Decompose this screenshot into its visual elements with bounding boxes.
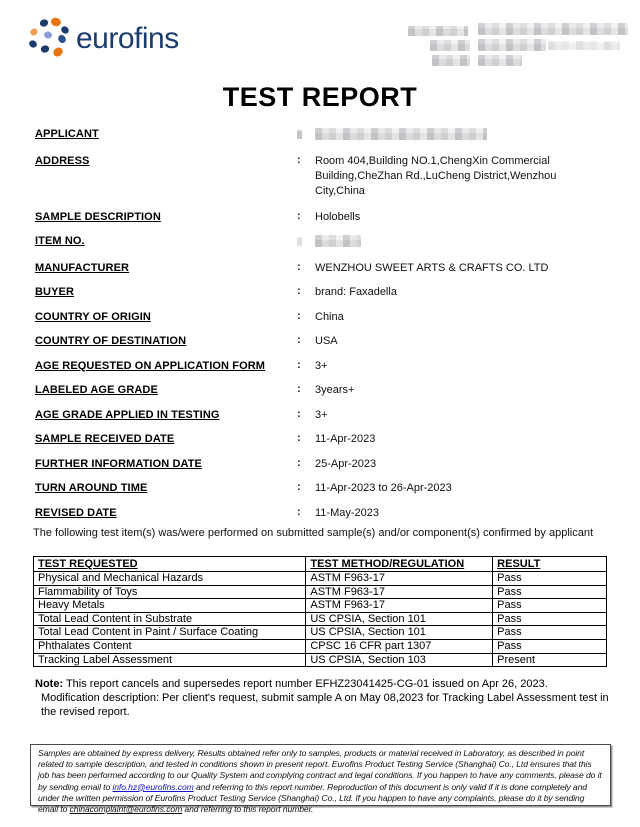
redacted-block: [315, 235, 361, 247]
note-line2: Modification description: Per client's request, submit sample A on May 08,2023 for Tracking Label Assessment test in the revised report.: [41, 692, 609, 718]
field-row-address: [35, 154, 610, 199]
field-value: 11-Apr-2023: [315, 433, 376, 445]
intro-line: The following test item(s) was/were performed on submitted sample(s) and/or component(s) confirmed by applicant: [33, 527, 594, 539]
disclaimer-text: Samples are obtained by express delivery, Results obtained refer only to samples, products or material received in Laboratory, as described in point related to sample description, and tested in conditions shown in present report. Eurofins Product Testing Service (Shanghai) Co., Ltd ensures that this job has been performed according to our Quality System and complying contract and legal conditions. If you happen to have any comments, please do it by sending email to: [38, 748, 602, 792]
disclaimer-text: and referring to this report number.: [182, 804, 314, 815]
eurofins-logo-icon: [28, 16, 70, 62]
redacted-block: [432, 55, 470, 66]
field-label: ADDRESS: [35, 154, 90, 167]
redacted-colon: [297, 130, 302, 139]
field-row-country-of-destination: [35, 334, 610, 349]
field-colon: :: [297, 285, 301, 297]
table-row: [34, 653, 607, 667]
field-row-item-no: [35, 234, 610, 251]
column-header-result: RESULT: [493, 557, 607, 572]
results-table: [33, 556, 607, 667]
table-header-row: [34, 557, 607, 572]
field-row-applicant: [35, 127, 610, 144]
cell-result: Pass: [493, 599, 607, 613]
field-value: USA: [315, 335, 338, 347]
logo-wordmark: eurofins: [76, 22, 179, 55]
cell-test-method: US CPSIA, Section 101: [306, 612, 493, 626]
table-row: [34, 599, 607, 613]
redacted-block: [478, 23, 628, 35]
cell-result: Pass: [493, 612, 607, 626]
field-label: BUYER: [35, 286, 75, 298]
cell-test-method: US CPSIA, Section 103: [306, 653, 493, 667]
field-label: COUNTRY OF ORIGIN: [35, 310, 151, 323]
logo-dots-icon: [28, 16, 70, 62]
cell-result: Pass: [493, 626, 607, 640]
field-value: China: [315, 310, 344, 323]
field-value: 11-May-2023: [315, 506, 379, 519]
field-row-sample-description: [35, 210, 610, 225]
cell-test-requested: Heavy Metals: [34, 599, 306, 613]
field-colon: :: [297, 153, 301, 166]
field-colon: :: [297, 358, 301, 371]
email-link-complaint[interactable]: chinacomplaint@eurofins.com: [69, 804, 183, 815]
cell-test-method: ASTM F963-17: [306, 585, 493, 599]
field-label: MANUFACTURER: [35, 261, 130, 274]
disclaimer-text: and referring to this report number. Reproduction of this document is only valid if it is done completely and under the written permission of Eurofins Product Testing Service (Shanghai) Co., Ltd. If you happen to have any complaints, please do it by sending email to: [38, 781, 587, 815]
column-header-test-requested: TEST REQUESTED: [34, 557, 306, 572]
table-row: [34, 585, 607, 599]
field-row-labeled-age-grade: [35, 383, 610, 398]
field-value: 25-Apr-2023: [315, 457, 377, 470]
cell-test-method: ASTM F963-17: [306, 572, 493, 586]
field-colon: :: [297, 481, 301, 493]
field-colon: :: [297, 407, 301, 420]
cell-test-requested: Physical and Mechanical Hazards: [34, 572, 306, 586]
field-row-age-grade-testing: [35, 408, 610, 423]
field-colon: :: [297, 260, 301, 273]
cell-test-requested: Total Lead Content in Substrate: [34, 612, 306, 626]
cell-test-method: US CPSIA, Section 101: [306, 626, 493, 640]
redacted-block: [315, 128, 487, 140]
field-value: WENZHOU SWEET ARTS & CRAFTS CO. LTD: [315, 261, 549, 274]
table-row: [34, 572, 607, 586]
cell-test-requested: Flammability of Toys: [34, 585, 306, 599]
redacted-block: [548, 41, 620, 50]
disclaimer-box: [30, 744, 611, 815]
field-value: Holobells: [315, 210, 361, 223]
field-colon: :: [297, 383, 301, 395]
cell-result: Pass: [493, 572, 607, 586]
note-label: Note:: [35, 678, 64, 690]
field-value: 11-Apr-2023 to 26-Apr-2023: [315, 482, 452, 494]
redacted-block: [478, 55, 522, 66]
field-colon: :: [297, 334, 301, 346]
page-title: TEST REPORT: [222, 82, 418, 112]
field-row-further-information-date: [35, 457, 610, 472]
eurofins-logo: [28, 16, 179, 62]
cell-result: Pass: [493, 585, 607, 599]
table-row: [34, 639, 607, 653]
field-label: SAMPLE RECEIVED DATE: [35, 433, 175, 445]
redacted-applicant-value: [315, 127, 487, 144]
redacted-block: [408, 26, 468, 36]
field-row-turn-around-time: [35, 481, 610, 496]
field-label: TURN AROUND TIME: [35, 482, 148, 494]
redacted-block: [478, 39, 546, 51]
field-label: ITEM NO.: [35, 235, 85, 247]
field-value: brand: Faxadella: [315, 286, 397, 298]
cell-test-requested: Phthalates Content: [34, 639, 306, 653]
cell-result: Present: [493, 653, 607, 667]
column-header-test-method: TEST METHOD/REGULATION: [306, 557, 493, 572]
cell-test-requested: Total Lead Content in Paint / Surface Coating: [34, 626, 306, 640]
field-colon: :: [297, 456, 301, 469]
field-colon: :: [297, 209, 301, 222]
field-row-country-of-origin: [35, 310, 610, 325]
cell-test-requested: Tracking Label Assessment: [34, 653, 306, 667]
field-label: COUNTRY OF DESTINATION: [35, 335, 187, 347]
redacted-colon: [297, 237, 302, 246]
field-row-revised-date: [35, 506, 610, 521]
field-row-sample-received-date: [35, 432, 610, 447]
field-row-manufacturer: [35, 261, 610, 276]
field-label: LABELED AGE GRADE: [35, 384, 158, 396]
field-colon: :: [297, 505, 301, 518]
redacted-item-no-value: [315, 234, 361, 251]
field-label: SAMPLE DESCRIPTION: [35, 210, 161, 223]
field-label: AGE REQUESTED ON APPLICATION FORM: [35, 359, 266, 372]
field-label: REVISED DATE: [35, 506, 117, 519]
field-value: Room 404,Building NO.1,ChengXin Commercial Building,CheZhan Rd.,LuCheng District,Wenzhou City,China: [315, 154, 557, 197]
field-value: 3+: [315, 408, 328, 421]
field-label: AGE GRADE APPLIED IN TESTING: [35, 408, 220, 421]
report-fields: [35, 127, 610, 530]
field-colon: :: [297, 432, 301, 444]
cell-test-method: CPSC 16 CFR part 1307: [306, 639, 493, 653]
field-colon: :: [297, 309, 301, 322]
redacted-block: [430, 40, 470, 51]
revision-note: [35, 677, 612, 719]
field-row-buyer: [35, 285, 610, 300]
field-value: 3+: [315, 359, 328, 372]
table-row: [34, 626, 607, 640]
field-label: FURTHER INFORMATION DATE: [35, 457, 202, 470]
field-label: APPLICANT: [35, 128, 99, 140]
table-row: [34, 612, 607, 626]
field-row-age-requested: [35, 359, 610, 374]
note-line1: This report cancels and supersedes report number EFHZ23041425-CG-01 issued on Apr 26, 2023.: [63, 678, 548, 690]
field-value: 3years+: [315, 384, 355, 396]
cell-test-method: ASTM F963-17: [306, 599, 493, 613]
cell-result: Pass: [493, 639, 607, 653]
email-link-info[interactable]: info.hz@eurofins.com: [112, 781, 194, 792]
